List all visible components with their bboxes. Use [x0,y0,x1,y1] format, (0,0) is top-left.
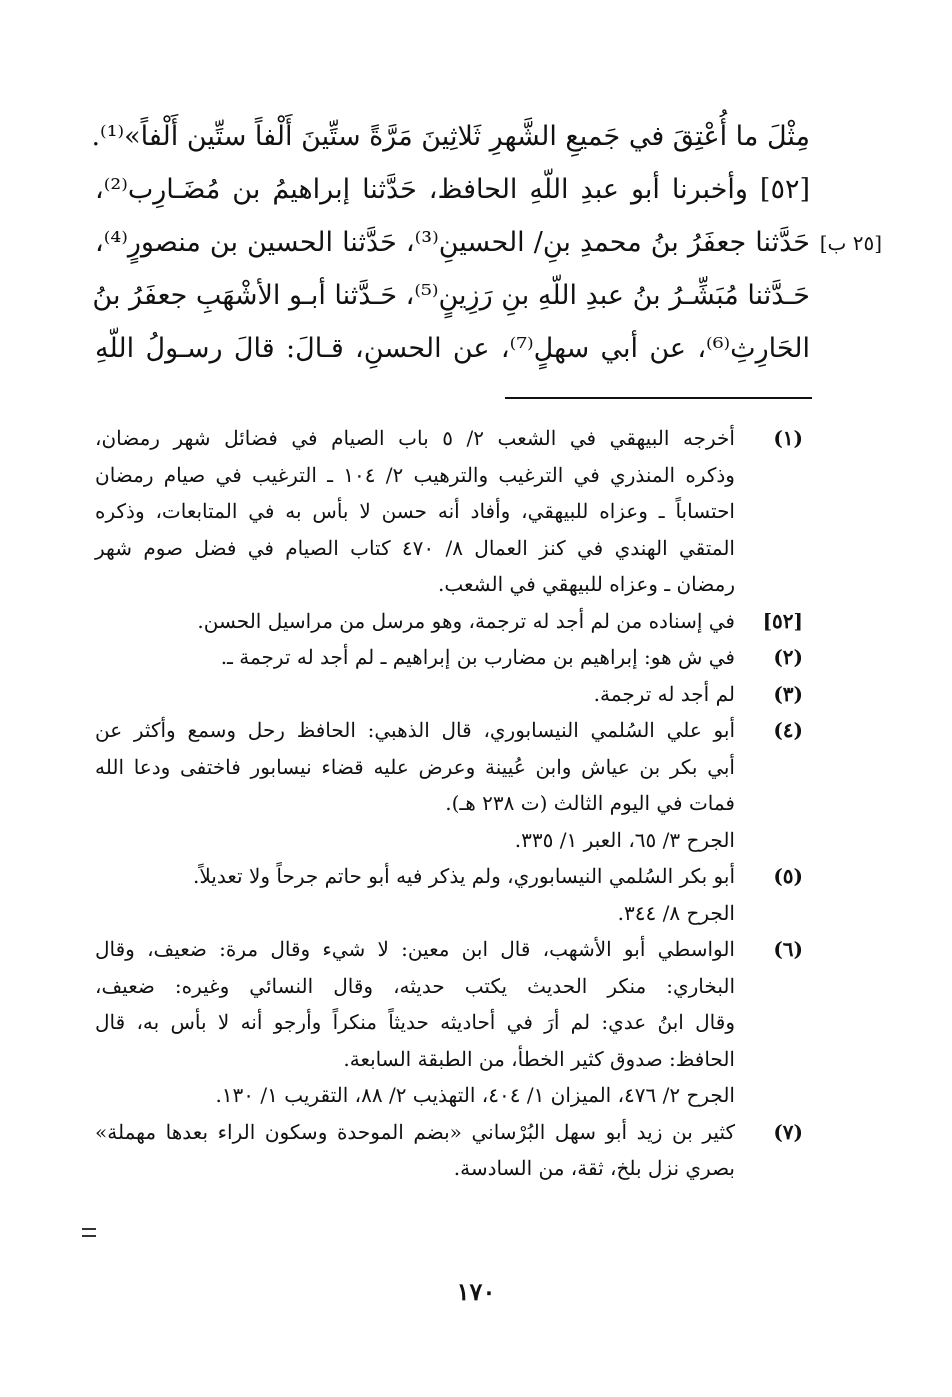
footnote-line: وذكره المنذري في الترغيب والترهيب ٢/ ١٠٤ ـ الترغيب في صيام رمضان [95,462,735,487]
footnote-3 [95,676,803,713]
footnote-separator [505,397,812,399]
footnote-line: المتقي الهندي في كنز العمال ٨/ ٤٧٠ كتاب الصيام في فضل صوم شهر [95,535,735,560]
footnote-line: كثير بن زيد أبو سهل البُرْساني «بضم الموحدة وسكون الراء بعدها مهملة» [95,1119,735,1144]
manuscript-folio-marker: [٢٥ ب] [819,231,882,255]
footnote-number: (٣) [773,681,803,706]
footnote-line: رمضان ـ وعزاه للبيهقي في الشعب. [438,572,735,596]
footnote-line: الجرح ٨/ ٣٤٤. [617,900,735,925]
footnote-line: لم أجد له ترجمة. [593,681,735,706]
footnote-line: الجرح ٣/ ٦٥، العبر ١/ ٣٣٥. [514,827,735,852]
footnote-number: (٧) [773,1119,803,1144]
footnote-line: وقال ابنُ عدي: لم أرَ في أحاديثه حديثاً منكراً وأرجو أنه لا بأس به، قال [95,1010,735,1034]
footnote-number: (٤) [773,718,803,742]
footnote-body [95,931,735,1114]
footnote-7 [95,1114,803,1187]
footnote-number: (٥) [773,864,803,888]
footnote-5 [95,858,803,931]
footnote-body [95,858,735,931]
footnote-line: أبو علي السُلمي النيسابوري، قال الذهبي: الحافظ رحل وسمع وأكثر عن [95,718,735,742]
footnote-line: أبي بكر بن عياش وابن عُيينة وعرض عليه قضاء نيسابور فاختفى ودعا الله [95,754,735,779]
footnote-line: أخرجه البيهقي في الشعب ٢/ ٥ باب الصيام في فضائل شهر رمضان، [95,426,735,450]
footnote-line: في إسناده من لم أجد له ترجمة، وهو مرسل من مراسيل الحسن. [197,608,735,633]
main-text-line: حَدَّثنا جعفَرُ بنُ محمدِ بنِ/ الحسينِ⁽³⁾، حَدَّثنا الحسين بن منصورٍ⁽⁴⁾، [95,227,810,258]
scan-edge-mark [82,1228,96,1237]
footnote-line: احتساباً ـ وعزاه للبيهقي، وأفاد أنه حسن لا بأس به في المتابعات، وذكره [95,499,735,523]
footnote-6 [95,931,803,1114]
footnote-line: بصري نزل بلخ، ثقة، من السادسة. [453,1156,735,1180]
footnote-body [95,712,735,858]
footnote-52 [95,603,803,640]
footnote-body [95,603,735,640]
footnote-body [95,676,735,713]
footnote-line: الواسطي أبو الأشهب، قال ابن معين: لا شيء وقال مرة: ضعيف، وقال [95,937,735,961]
footnotes [95,420,803,1187]
footnote-body [95,1114,735,1187]
footnote-number: (٢) [773,645,803,669]
footnote-number: (١) [773,426,803,450]
footnote-1 [95,420,803,603]
main-text-line: مِثْلَ ما أُعْتِقَ في جَميعِ الشَّهرِ ثَلاثِينَ مَرَّةً ستِّينَ أَلْفاً ستِّين أَلْفاً»⁽¹⁾. [91,121,810,152]
footnote-number: (٦) [773,937,803,961]
main-text-block [91,110,810,375]
footnote-line: الحافظ: صدوق كثير الخطأ، من الطبقة السابعة. [343,1046,735,1071]
main-text-line: [٥٢] وأخبرنا أبو عبدِ اللّهِ الحافظ، حَدَّثنا إبراهيمُ بن مُضَـارِب⁽²⁾، [95,174,810,205]
footnote-4 [95,712,803,858]
main-text-line: الحَارِثِ⁽⁶⁾، عن أبي سهلٍ⁽⁷⁾، عن الحسنِ، قـالَ: قالَ رسـولُ اللّهِ [95,333,810,364]
footnote-line: أبو بكر السُلمي النيسابوري، ولم يذكر فيه أبو حاتم جرحاً ولا تعديلاً. [193,864,735,888]
footnote-2 [95,639,803,676]
footnote-body [95,639,735,676]
footnote-body [95,420,735,603]
main-text-line: حَـدَّثنا مُبَشِّـرُ بنُ عبدِ اللّهِ بنِ رَزِينٍ⁽⁵⁾، حَـدَّثنا أبـو الأشْهَبِ جعفَرُ بنُ [92,280,810,311]
page-number: ١٧٠ [456,1277,496,1306]
footnote-line: فمات في اليوم الثالث (ت ٢٣٨ هـ). [445,791,735,815]
footnote-line: البخاري: منكر الحديث يكتب حديثه، وقال النسائي وغيره: ضعيف، [95,973,735,998]
footnote-line: في ش هو: إبراهيم بن مضارب بن إبراهيم ـ لم أجد له ترجمة ـ. [220,645,735,669]
footnote-line: الجرح ٢/ ٤٧٦، الميزان ١/ ٤٠٤، التهذيب ٢/ ٨٨، التقريب ١/ ١٣٠. [215,1083,735,1107]
footnote-number: [٥٢] [762,608,803,633]
